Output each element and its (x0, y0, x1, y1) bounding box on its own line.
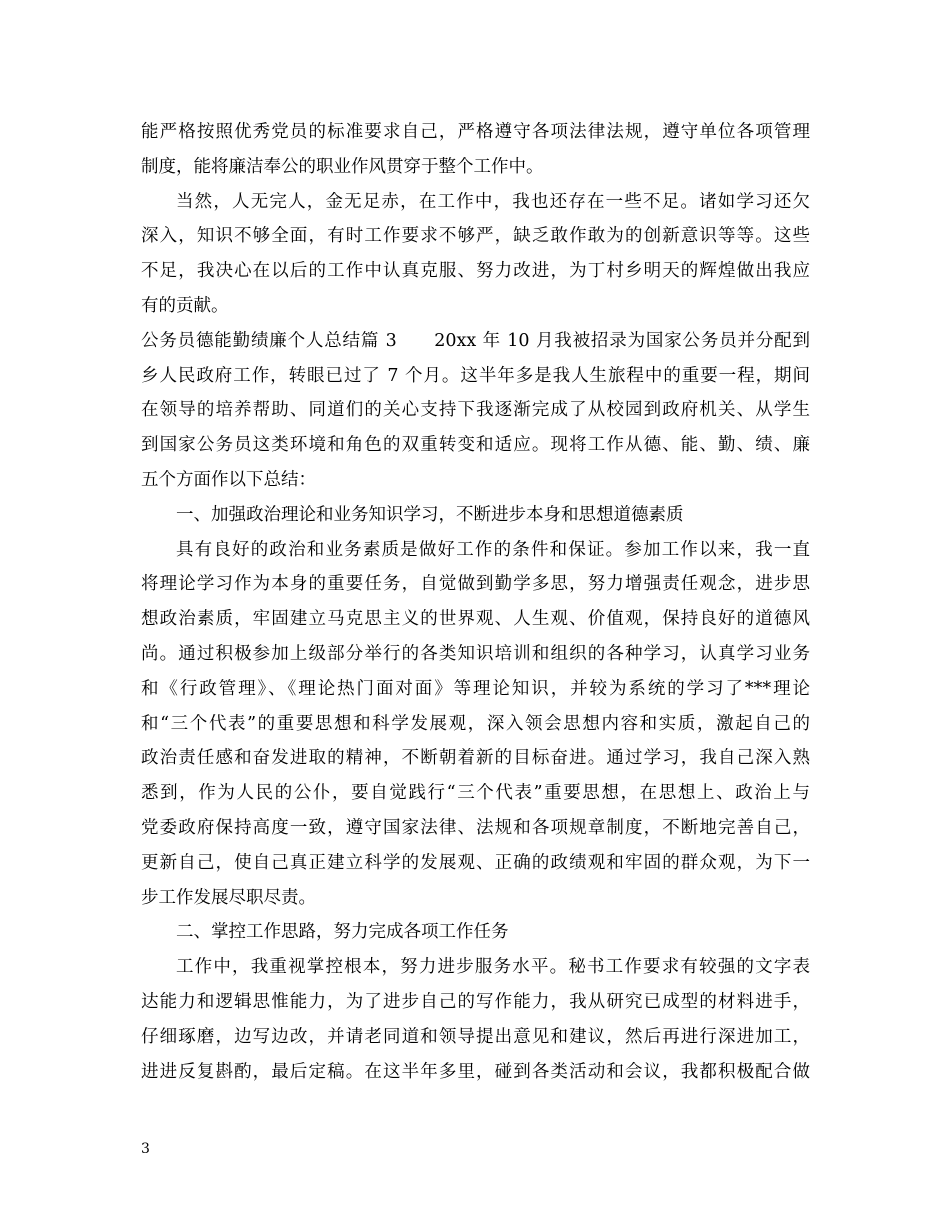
text-line: 具有良好的政治和业务素质是做好工作的条件和保证。参加工作以来，我一直 (176, 539, 810, 560)
text-line: 政治责任感和奋发进取的精神，不断朝着新的目标奋进。通过学习，我自己深入熟 (141, 748, 810, 769)
text-line: 制度，能将廉洁奉公的职业作风贯穿于整个工作中。 (141, 156, 544, 177)
text-line: 进进反复斟酌，最后定稿。在这半年多里，碰到各类活动和会议，我都积极配合做 (141, 1061, 810, 1082)
text-line: 尚。通过积极参加上级部分举行的各类知识培训和组织的各种学习，认真学习业务 (141, 643, 810, 664)
text-line: 深入，知识不够全面，有时工作要求不够严，缺乏敢作敢为的创新意识等等。这些 (141, 226, 810, 247)
text-line: 和“三个代表”的重要思想和科学发展观，深入领会思想内容和实质，激起自己的 (141, 713, 810, 734)
text-line: 将理论学习作为本身的重要任务，自觉做到勤学多思，努力增强责任观念，进步思 (141, 574, 810, 595)
text-line: 不足，我决心在以后的工作中认真克服、努力改进，为丁村乡明天的辉煌做出我应 (141, 261, 810, 282)
text-line: 能严格按照优秀党员的标准要求自己，严格遵守各项法律法规，遵守单位各项管理 (141, 122, 810, 142)
document-body (141, 115, 810, 1089)
subheading-line: 一、加强政治理论和业务知识学习，不断进步本身和思想道德素质 (176, 504, 684, 525)
text-line: 乡人民政府工作，转眼已过了 7 个月。这半年多是我人生旅程中的重要一程，期间 (141, 365, 810, 386)
text-line: 和《行政管理》、《理论热门面对面》等理论知识，并较为系统的学习了***理论 (141, 678, 810, 699)
text-line: 步工作发展尽职尽责。 (141, 887, 316, 908)
text-line: 更新自己，使自己真正建立科学的发展观、正确的政绩观和牢固的群众观，为下一 (141, 852, 810, 873)
text-line: 党委政府保持高度一致，遵守国家法律、法规和各项规章制度，不断地完善自己， (141, 817, 810, 838)
section-heading-line: 公务员德能勤绩廉个人总结篇 3 20xx 年 10 月我被招录为国家公务员并分配到 (141, 330, 810, 351)
subheading-line: 二、掌控工作思路，努力完成各项工作任务 (176, 922, 509, 943)
text-line: 五个方面作以下总结： (141, 469, 316, 490)
text-line: 当然，人无完人，金无足赤，在工作中，我也还存在一些不足。诸如学习还欠 (176, 191, 810, 212)
text-line: 在领导的培养帮助、同道们的关心支持下我逐渐完成了从校园到政府机关、从学生 (141, 400, 810, 421)
text-line: 到国家公务员这类环境和角色的双重转变和适应。现将工作从德、能、勤、绩、廉 (141, 435, 810, 456)
text-line: 悉到，作为人民的公仆，要自觉践行“三个代表”重要思想，在思想上、政治上与 (141, 783, 810, 804)
text-line: 达能力和逻辑思惟能力，为了进步自己的写作能力，我从研究已成型的材料进手， (141, 991, 810, 1012)
text-line: 仔细琢磨，边写边改，并请老同道和领导提出意见和建议，然后再进行深进加工， (141, 1026, 810, 1047)
text-line: 有的贡献。 (141, 295, 229, 316)
text-line: 想政治素质，牢固建立马克思主义的世界观、人生观、价值观，保持良好的道德风 (141, 609, 810, 630)
page-number: 3 (141, 1141, 150, 1157)
text-line: 工作中，我重视掌控根本，努力进步服务水平。秘书工作要求有较强的文字表 (176, 957, 810, 978)
